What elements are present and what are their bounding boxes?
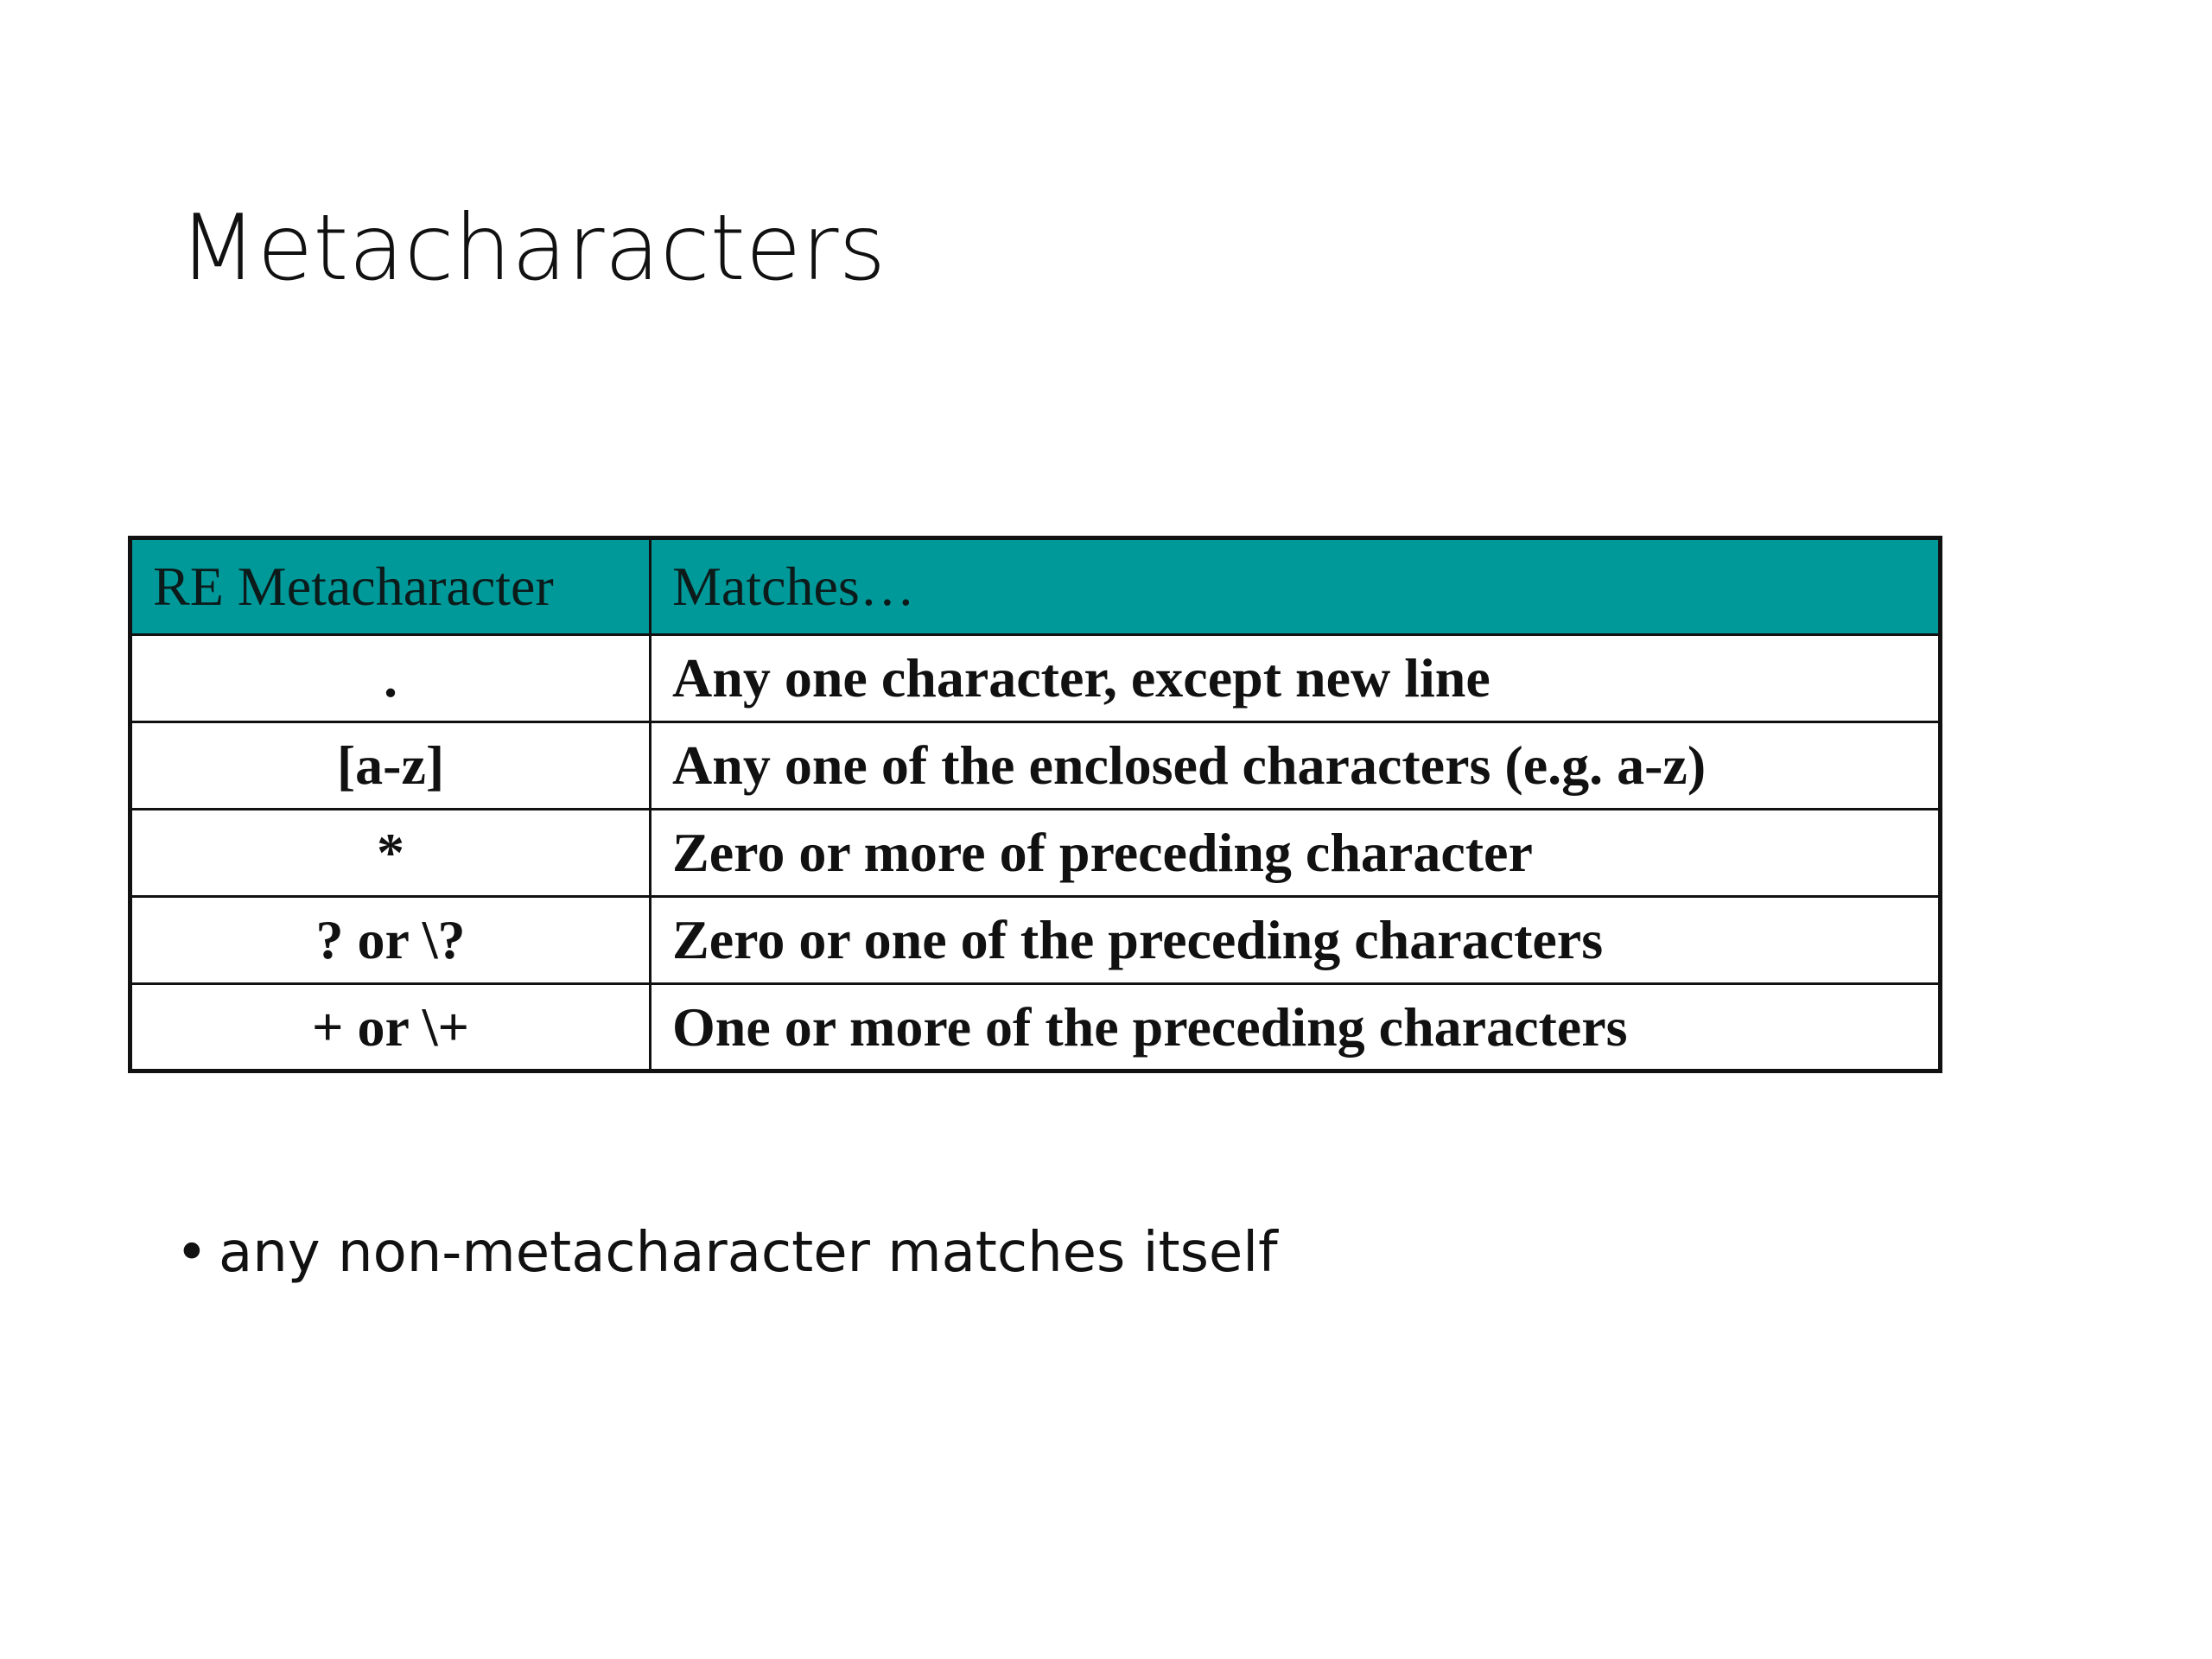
matches-cell: Any one character, except new line bbox=[651, 635, 1941, 722]
metacharacter-cell: * bbox=[130, 810, 651, 897]
table-row bbox=[130, 984, 1941, 1071]
table-row bbox=[130, 810, 1941, 897]
metacharacter-cell: ? or \? bbox=[130, 897, 651, 984]
table-row bbox=[130, 722, 1941, 810]
table-header-row bbox=[130, 538, 1941, 635]
metacharacter-cell: . bbox=[130, 635, 651, 722]
matches-cell: One or more of the preceding characters bbox=[651, 984, 1941, 1071]
matches-cell: Zero or one of the preceding characters bbox=[651, 897, 1941, 984]
matches-cell: Any one of the enclosed characters (e.g. a-z) bbox=[651, 722, 1941, 810]
bullet-icon: • bbox=[175, 1221, 208, 1285]
header-re-metacharacter: RE Metacharacter bbox=[130, 538, 651, 635]
bullet-item bbox=[175, 1214, 1278, 1292]
metacharacter-cell: + or \+ bbox=[130, 984, 651, 1071]
bullet-text: any non-metacharacter matches itself bbox=[219, 1221, 1278, 1285]
metacharacter-table bbox=[128, 536, 1942, 1073]
slide-title: Metacharacters bbox=[179, 195, 887, 301]
metacharacter-cell: [a-z] bbox=[130, 722, 651, 810]
header-matches: Matches… bbox=[651, 538, 1941, 635]
matches-cell: Zero or more of preceding character bbox=[651, 810, 1941, 897]
table-row bbox=[130, 897, 1941, 984]
table-row bbox=[130, 635, 1941, 722]
